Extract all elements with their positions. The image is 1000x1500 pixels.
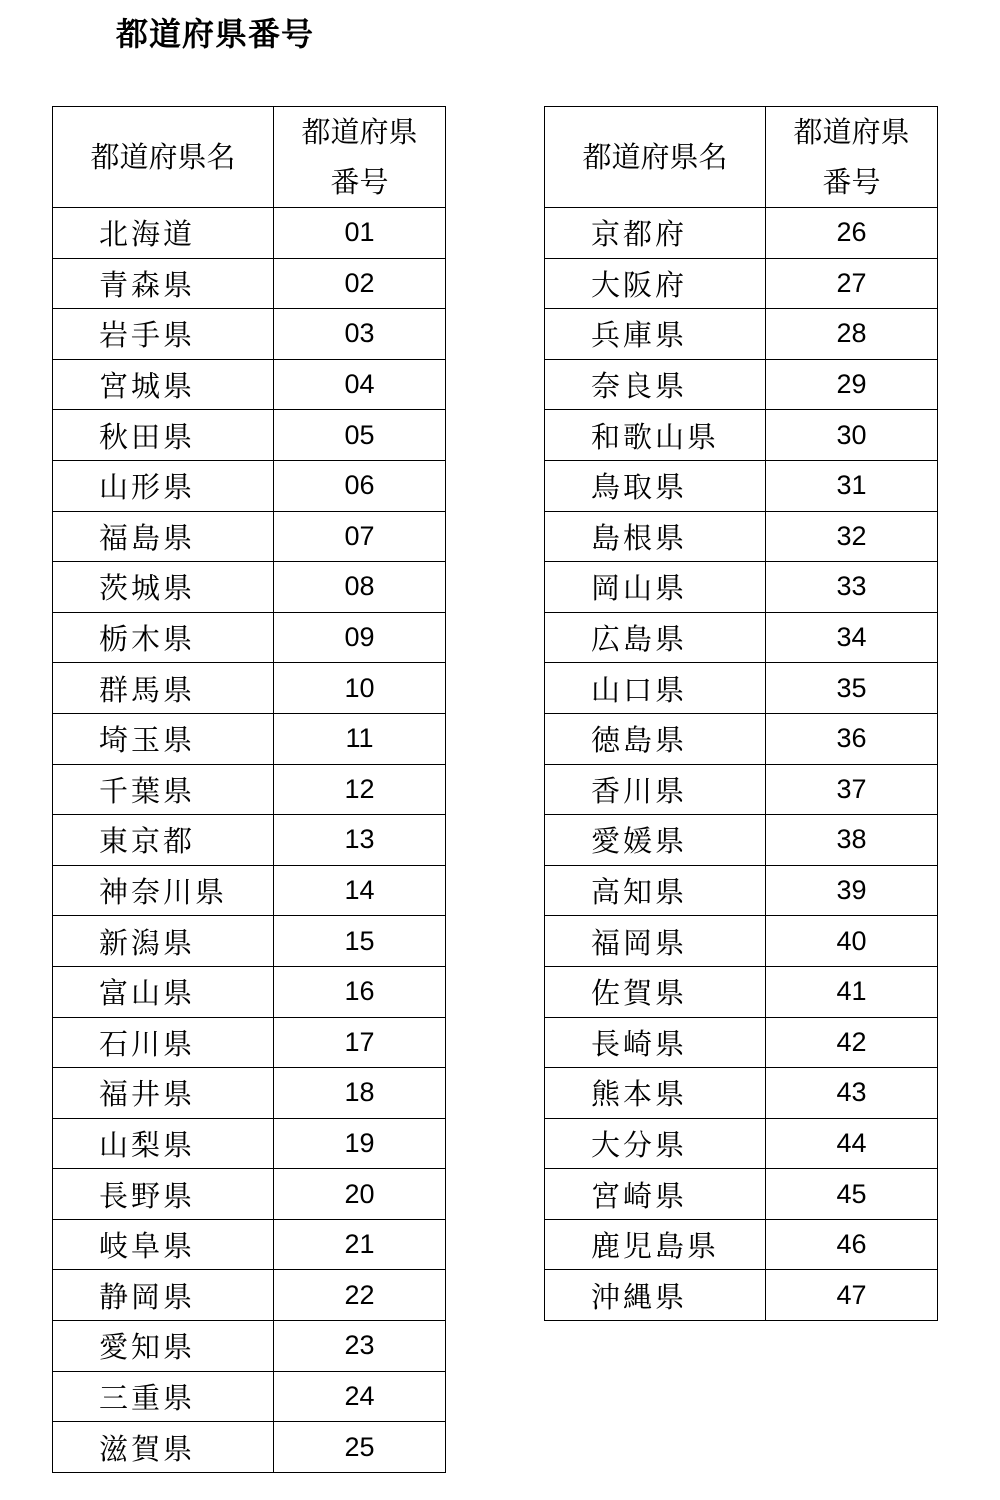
prefecture-name-cell: 千葉県 <box>53 764 274 815</box>
prefecture-number-cell: 43 <box>766 1068 938 1119</box>
prefecture-number-cell: 31 <box>766 460 938 511</box>
prefecture-name-cell: 広島県 <box>545 612 766 663</box>
table-row <box>545 713 938 764</box>
prefecture-name-cell: 北海道 <box>53 208 274 259</box>
prefecture-number-cell: 13 <box>274 815 446 866</box>
prefecture-number-cell: 45 <box>766 1169 938 1220</box>
prefecture-table-left <box>52 106 446 1473</box>
prefecture-number-cell: 16 <box>274 966 446 1017</box>
table-row <box>53 612 446 663</box>
prefecture-name-cell: 福井県 <box>53 1068 274 1119</box>
table-row <box>53 713 446 764</box>
table-row <box>545 966 938 1017</box>
prefecture-name-cell: 島根県 <box>545 511 766 562</box>
table-row <box>53 1169 446 1220</box>
prefecture-name-cell: 佐賀県 <box>545 966 766 1017</box>
table-row <box>53 663 446 714</box>
table-row <box>545 815 938 866</box>
prefecture-name-cell: 群馬県 <box>53 663 274 714</box>
table-row <box>545 208 938 259</box>
prefecture-number-cell: 15 <box>274 916 446 967</box>
table-row <box>545 562 938 613</box>
header-number-line2: 番号 <box>330 165 389 199</box>
prefecture-number-cell: 35 <box>766 663 938 714</box>
table-body-right <box>545 208 938 1321</box>
prefecture-name-cell: 沖縄県 <box>545 1270 766 1321</box>
prefecture-name-cell: 兵庫県 <box>545 309 766 360</box>
table-row <box>545 612 938 663</box>
prefecture-number-cell: 29 <box>766 359 938 410</box>
prefecture-name-cell: 秋田県 <box>53 410 274 461</box>
prefecture-number-cell: 09 <box>274 612 446 663</box>
prefecture-number-cell: 24 <box>274 1371 446 1422</box>
header-prefecture-name: 都道府県名 <box>545 107 766 208</box>
prefecture-name-cell: 静岡県 <box>53 1270 274 1321</box>
prefecture-number-cell: 37 <box>766 764 938 815</box>
prefecture-number-cell: 40 <box>766 916 938 967</box>
prefecture-number-cell: 25 <box>274 1422 446 1473</box>
table-row <box>53 359 446 410</box>
prefecture-name-cell: 山梨県 <box>53 1118 274 1169</box>
prefecture-number-cell: 20 <box>274 1169 446 1220</box>
table-row <box>53 208 446 259</box>
prefecture-number-cell: 08 <box>274 562 446 613</box>
prefecture-number-cell: 01 <box>274 208 446 259</box>
prefecture-number-cell: 14 <box>274 865 446 916</box>
prefecture-name-cell: 高知県 <box>545 865 766 916</box>
table-row <box>53 1371 446 1422</box>
page-title: 都道府県番号 <box>116 15 315 53</box>
prefecture-number-cell: 34 <box>766 612 938 663</box>
table-row <box>545 1017 938 1068</box>
prefecture-name-cell: 愛媛県 <box>545 815 766 866</box>
header-number-line1: 都道府県 <box>301 115 418 149</box>
table-row <box>545 1219 938 1270</box>
table-row <box>545 460 938 511</box>
table-row <box>53 562 446 613</box>
prefecture-number-cell: 36 <box>766 713 938 764</box>
prefecture-name-cell: 宮城県 <box>53 359 274 410</box>
prefecture-name-cell: 徳島県 <box>545 713 766 764</box>
table-row <box>545 1068 938 1119</box>
table-row <box>53 309 446 360</box>
prefecture-name-cell: 奈良県 <box>545 359 766 410</box>
prefecture-name-cell: 宮崎県 <box>545 1169 766 1220</box>
prefecture-number-cell: 18 <box>274 1068 446 1119</box>
table-row <box>53 916 446 967</box>
prefecture-number-cell: 38 <box>766 815 938 866</box>
prefecture-name-cell: 神奈川県 <box>53 865 274 916</box>
prefecture-name-cell: 岐阜県 <box>53 1219 274 1270</box>
header-prefecture-number <box>274 107 446 208</box>
prefecture-number-cell: 17 <box>274 1017 446 1068</box>
prefecture-number-cell: 19 <box>274 1118 446 1169</box>
table-row <box>53 1422 446 1473</box>
prefecture-number-cell: 42 <box>766 1017 938 1068</box>
table-row <box>53 511 446 562</box>
table-row <box>545 1118 938 1169</box>
prefecture-name-cell: 大分県 <box>545 1118 766 1169</box>
table-row <box>53 764 446 815</box>
prefecture-name-cell: 山口県 <box>545 663 766 714</box>
table-row <box>545 1270 938 1321</box>
prefecture-name-cell: 三重県 <box>53 1371 274 1422</box>
table-header-row <box>545 107 938 208</box>
prefecture-name-cell: 岡山県 <box>545 562 766 613</box>
prefecture-number-cell: 30 <box>766 410 938 461</box>
prefecture-number-cell: 33 <box>766 562 938 613</box>
prefecture-name-cell: 愛知県 <box>53 1321 274 1372</box>
table-row <box>53 410 446 461</box>
table-row <box>53 1321 446 1372</box>
table-row <box>53 815 446 866</box>
prefecture-name-cell: 香川県 <box>545 764 766 815</box>
table-row <box>53 1270 446 1321</box>
header-prefecture-number <box>766 107 938 208</box>
table-row <box>53 1068 446 1119</box>
prefecture-name-cell: 青森県 <box>53 258 274 309</box>
prefecture-number-cell: 12 <box>274 764 446 815</box>
prefecture-name-cell: 熊本県 <box>545 1068 766 1119</box>
prefecture-name-cell: 富山県 <box>53 966 274 1017</box>
prefecture-name-cell: 岩手県 <box>53 309 274 360</box>
prefecture-name-cell: 東京都 <box>53 815 274 866</box>
header-number-line2: 番号 <box>822 165 881 199</box>
table-row <box>545 764 938 815</box>
prefecture-number-cell: 41 <box>766 966 938 1017</box>
prefecture-number-cell: 03 <box>274 309 446 360</box>
prefecture-name-cell: 滋賀県 <box>53 1422 274 1473</box>
table-row <box>545 1169 938 1220</box>
table-row <box>53 1017 446 1068</box>
prefecture-number-cell: 05 <box>274 410 446 461</box>
prefecture-name-cell: 新潟県 <box>53 916 274 967</box>
prefecture-name-cell: 福岡県 <box>545 916 766 967</box>
table-row <box>53 460 446 511</box>
prefecture-name-cell: 山形県 <box>53 460 274 511</box>
prefecture-name-cell: 京都府 <box>545 208 766 259</box>
prefecture-name-cell: 鳥取県 <box>545 460 766 511</box>
table-row <box>545 663 938 714</box>
prefecture-number-cell: 06 <box>274 460 446 511</box>
prefecture-name-cell: 長崎県 <box>545 1017 766 1068</box>
prefecture-number-cell: 44 <box>766 1118 938 1169</box>
prefecture-name-cell: 和歌山県 <box>545 410 766 461</box>
header-prefecture-name: 都道府県名 <box>53 107 274 208</box>
table-body-left <box>53 208 446 1473</box>
prefecture-number-cell: 26 <box>766 208 938 259</box>
table-row <box>545 865 938 916</box>
table-row <box>53 1118 446 1169</box>
prefecture-name-cell: 茨城県 <box>53 562 274 613</box>
prefecture-name-cell: 埼玉県 <box>53 713 274 764</box>
prefecture-number-cell: 07 <box>274 511 446 562</box>
prefecture-name-cell: 大阪府 <box>545 258 766 309</box>
table-row <box>545 258 938 309</box>
prefecture-number-cell: 32 <box>766 511 938 562</box>
table-row <box>53 865 446 916</box>
table-row <box>545 410 938 461</box>
prefecture-number-cell: 02 <box>274 258 446 309</box>
prefecture-number-cell: 04 <box>274 359 446 410</box>
prefecture-name-cell: 鹿児島県 <box>545 1219 766 1270</box>
table-row <box>53 966 446 1017</box>
table-row <box>53 1219 446 1270</box>
prefecture-name-cell: 長野県 <box>53 1169 274 1220</box>
prefecture-number-cell: 11 <box>274 713 446 764</box>
prefecture-name-cell: 栃木県 <box>53 612 274 663</box>
prefecture-number-cell: 21 <box>274 1219 446 1270</box>
table-row <box>545 359 938 410</box>
table-row <box>545 309 938 360</box>
prefecture-number-cell: 27 <box>766 258 938 309</box>
prefecture-table-right <box>544 106 938 1321</box>
prefecture-number-cell: 23 <box>274 1321 446 1372</box>
prefecture-number-cell: 28 <box>766 309 938 360</box>
prefecture-number-cell: 22 <box>274 1270 446 1321</box>
table-row <box>53 258 446 309</box>
prefecture-number-cell: 39 <box>766 865 938 916</box>
prefecture-number-cell: 47 <box>766 1270 938 1321</box>
table-header-row <box>53 107 446 208</box>
header-number-line1: 都道府県 <box>793 115 910 149</box>
prefecture-name-cell: 福島県 <box>53 511 274 562</box>
prefecture-number-cell: 10 <box>274 663 446 714</box>
prefecture-name-cell: 石川県 <box>53 1017 274 1068</box>
table-row <box>545 511 938 562</box>
table-row <box>545 916 938 967</box>
prefecture-number-cell: 46 <box>766 1219 938 1270</box>
